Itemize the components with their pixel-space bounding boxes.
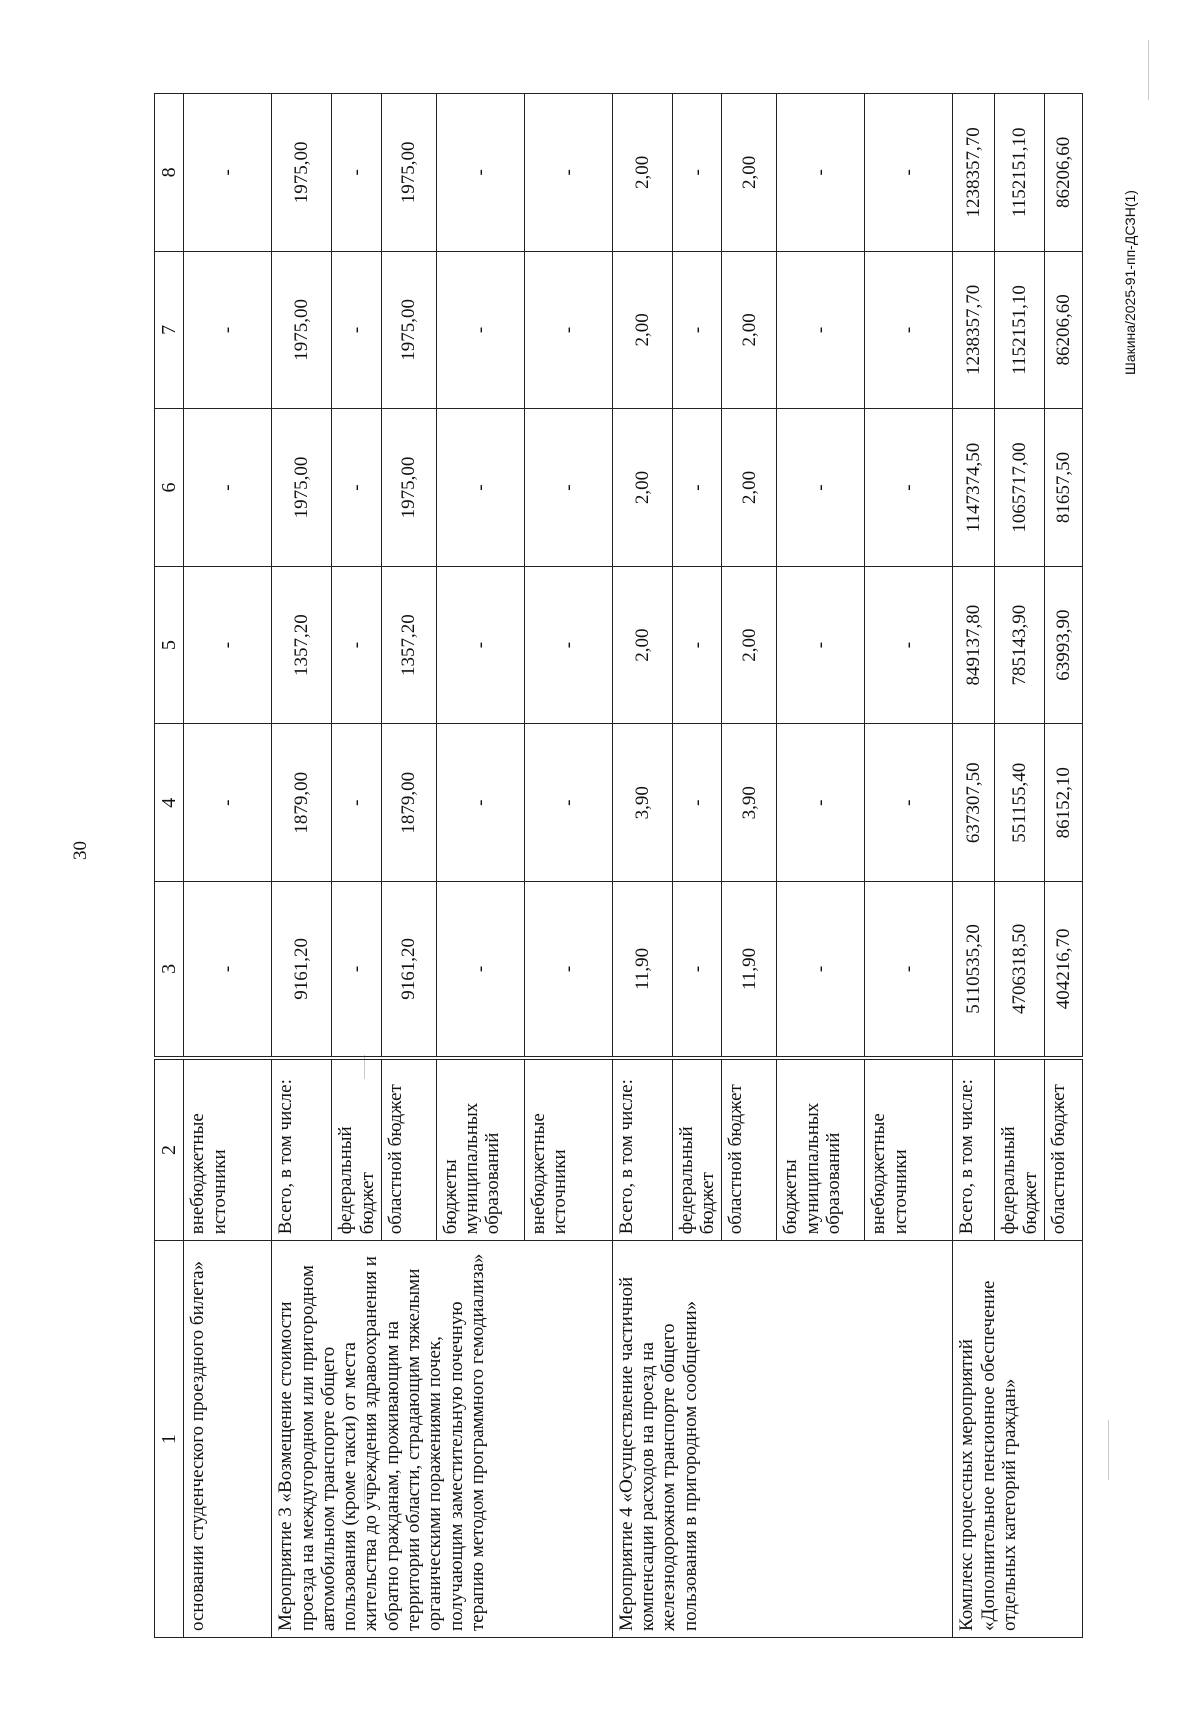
funding-source-cell: бюджеты муниципальных образований	[436, 1058, 524, 1241]
amount-cell: 1975,00	[272, 409, 332, 567]
amount-cell: 1975,00	[381, 251, 436, 409]
scan-mark	[1108, 1420, 1109, 1480]
funding-source-cell: федеральный бюджет	[332, 1058, 382, 1241]
amount-cell: -	[865, 409, 953, 567]
header-row	[155, 94, 184, 1638]
amount-cell: -	[332, 251, 382, 409]
amount-cell: 63993,90	[1044, 566, 1082, 724]
amount-cell: 11,90	[722, 882, 777, 1058]
amount-cell: 1975,00	[272, 251, 332, 409]
scan-mark	[1148, 40, 1149, 100]
amount-cell: 2,00	[722, 566, 777, 724]
funding-source-cell: областной бюджет	[1044, 1058, 1082, 1241]
amount-cell: -	[524, 251, 612, 409]
funding-source-cell: бюджеты муниципальных образований	[777, 1058, 865, 1241]
funding-source-cell: внебюджетные источники	[524, 1058, 612, 1241]
amount-cell: -	[436, 724, 524, 882]
table-row	[184, 94, 272, 1638]
funding-source-cell: федеральный бюджет	[995, 1058, 1045, 1241]
amount-cell: -	[777, 566, 865, 724]
funding-source-cell: областной бюджет	[722, 1058, 777, 1241]
amount-cell: 4706318,50	[995, 882, 1045, 1058]
amount-cell: 9161,20	[381, 882, 436, 1058]
header-cell: 5	[155, 566, 184, 724]
amount-cell: -	[332, 94, 382, 252]
amount-cell: -	[865, 94, 953, 252]
amount-cell: 1152151,10	[995, 251, 1045, 409]
amount-cell: -	[865, 724, 953, 882]
amount-cell: -	[672, 882, 722, 1058]
amount-cell: -	[777, 409, 865, 567]
amount-cell: 86206,60	[1044, 251, 1082, 409]
amount-cell: 86206,60	[1044, 94, 1082, 252]
amount-cell: -	[672, 566, 722, 724]
amount-cell: 2,00	[612, 94, 672, 252]
header-cell: 7	[155, 251, 184, 409]
funding-source-cell: внебюджетные источники	[865, 1058, 953, 1241]
amount-cell: -	[777, 94, 865, 252]
amount-cell: 5110535,20	[953, 882, 995, 1058]
amount-cell: -	[865, 566, 953, 724]
header-cell: 4	[155, 724, 184, 882]
table-row	[953, 94, 995, 1638]
header-cell: 1	[155, 1241, 184, 1638]
header-cell: 6	[155, 409, 184, 567]
amount-cell: -	[865, 882, 953, 1058]
amount-cell: -	[672, 251, 722, 409]
amount-cell: -	[777, 251, 865, 409]
amount-cell: -	[332, 566, 382, 724]
funding-source-cell: Всего, в том числе:	[272, 1058, 332, 1241]
amount-cell: -	[436, 251, 524, 409]
table-row	[612, 94, 672, 1638]
amount-cell: 785143,90	[995, 566, 1045, 724]
measure-name-cell: основании студенческого проездного билета»	[184, 1241, 272, 1638]
amount-cell: -	[672, 409, 722, 567]
header-cell: 8	[155, 94, 184, 252]
amount-cell: -	[524, 724, 612, 882]
rotated-table-wrapper	[154, 93, 1074, 1638]
amount-cell: 81657,50	[1044, 409, 1082, 567]
funding-source-cell: областной бюджет	[381, 1058, 436, 1241]
table-body	[155, 94, 1083, 1638]
amount-cell: 2,00	[722, 409, 777, 567]
amount-cell: 637307,50	[953, 724, 995, 882]
funding-source-cell: внебюджетные источники	[184, 1058, 272, 1241]
header-cell: 2	[155, 1058, 184, 1241]
measure-name-cell: Комплекс процессных мероприятий «Дополнительное пенсионное обеспечение отдельных категорий граждан»	[953, 1241, 1083, 1638]
amount-cell: 1975,00	[381, 94, 436, 252]
amount-cell: 2,00	[612, 251, 672, 409]
amount-cell: -	[332, 409, 382, 567]
funding-source-cell: Всего, в том числе:	[953, 1058, 995, 1241]
amount-cell: 1357,20	[272, 566, 332, 724]
amount-cell: 1152151,10	[995, 94, 1045, 252]
amount-cell: 1238357,70	[953, 94, 995, 252]
amount-cell: -	[332, 724, 382, 882]
amount-cell: 2,00	[612, 409, 672, 567]
amount-cell: 3,90	[722, 724, 777, 882]
amount-cell: 404216,70	[1044, 882, 1082, 1058]
amount-cell: -	[436, 94, 524, 252]
amount-cell: 1879,00	[272, 724, 332, 882]
amount-cell: 1975,00	[381, 409, 436, 567]
amount-cell: -	[184, 94, 272, 252]
amount-cell: -	[436, 882, 524, 1058]
footer-document-code: Шакина/2025-91-пп-ДСЗН(1)	[1122, 190, 1138, 375]
amount-cell: -	[672, 724, 722, 882]
funding-source-cell: федеральный бюджет	[672, 1058, 722, 1241]
amount-cell: 1879,00	[381, 724, 436, 882]
amount-cell: 1238357,70	[953, 251, 995, 409]
amount-cell: -	[184, 251, 272, 409]
amount-cell: 2,00	[612, 566, 672, 724]
amount-cell: -	[524, 882, 612, 1058]
table-row	[272, 94, 332, 1638]
amount-cell: -	[777, 882, 865, 1058]
amount-cell: 849137,80	[953, 566, 995, 724]
amount-cell: -	[184, 882, 272, 1058]
amount-cell: -	[524, 409, 612, 567]
amount-cell: -	[524, 94, 612, 252]
amount-cell: 1147374,50	[953, 409, 995, 567]
amount-cell: 551155,40	[995, 724, 1045, 882]
amount-cell: -	[184, 724, 272, 882]
amount-cell: -	[184, 409, 272, 567]
amount-cell: 3,90	[612, 724, 672, 882]
amount-cell: 2,00	[722, 94, 777, 252]
amount-cell: -	[524, 566, 612, 724]
amount-cell: -	[436, 409, 524, 567]
header-cell: 3	[155, 882, 184, 1058]
amount-cell: -	[184, 566, 272, 724]
amount-cell: 1357,20	[381, 566, 436, 724]
amount-cell: 9161,20	[272, 882, 332, 1058]
measure-name-cell: Мероприятие 4 «Осуществление частичной компенсации расходов на проезд на железнодорожном транспорте общего пользования в пригородном сообщении»	[612, 1241, 953, 1638]
amount-cell: 11,90	[612, 882, 672, 1058]
amount-cell: 1975,00	[272, 94, 332, 252]
amount-cell: -	[865, 251, 953, 409]
amount-cell: -	[777, 724, 865, 882]
amount-cell: -	[332, 882, 382, 1058]
amount-cell: 2,00	[722, 251, 777, 409]
amount-cell: 86152,10	[1044, 724, 1082, 882]
amount-cell: 1065717,00	[995, 409, 1045, 567]
funding-source-cell: Всего, в том числе:	[612, 1058, 672, 1241]
budget-table	[154, 93, 1083, 1638]
amount-cell: -	[436, 566, 524, 724]
measure-name-cell: Мероприятие 3 «Возмещение стоимости проезда на междугородном или пригородном автомобильном транспорте общего пользования (кроме такси) от места жительства до учреждения здравоохранения и обратно гражданам, проживающим на территории области, страдающим тяжелыми органическими поражениями почек, получающим заместительную почечную терапию методом программного гемодиализа»	[272, 1241, 613, 1638]
page-number: 30	[70, 841, 91, 860]
amount-cell: -	[672, 94, 722, 252]
